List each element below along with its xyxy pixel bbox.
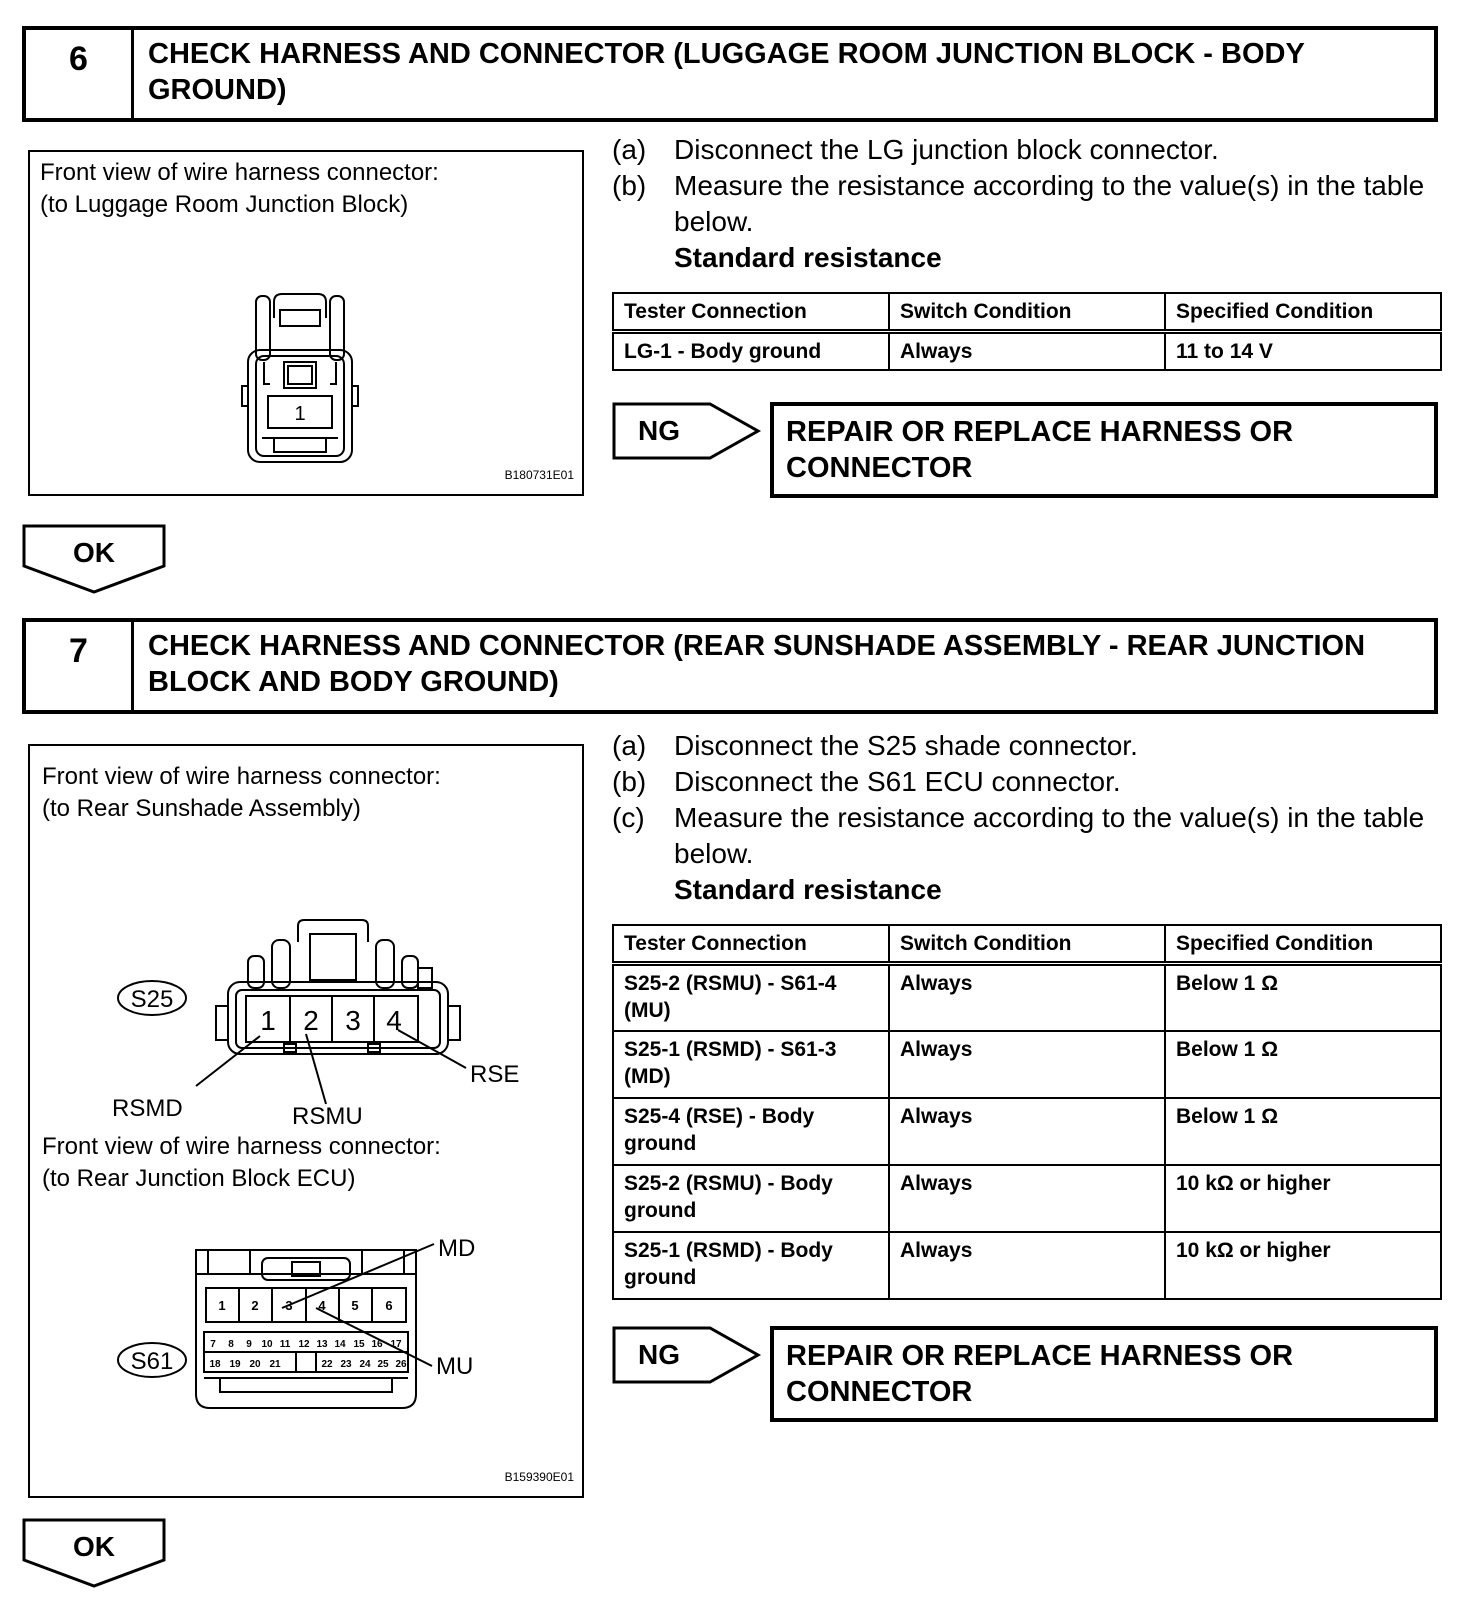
- s61-pin: 17: [390, 1339, 402, 1350]
- s61-label: S61: [130, 1348, 174, 1375]
- header-switch-condition: Switch Condition: [889, 293, 1165, 332]
- header-specified-condition: Specified Condition: [1165, 293, 1441, 332]
- step-6-instructions: [612, 132, 1432, 276]
- step-number: 7: [26, 622, 134, 710]
- rse-label: RSE: [470, 1061, 520, 1088]
- s61-pin: 20: [249, 1359, 261, 1370]
- s61-connector-drawing: [70, 1238, 540, 1414]
- instruction-b: (b) Measure the resistance according to the value(s) in the table below.: [612, 170, 1425, 237]
- ng-label: NG: [638, 415, 680, 446]
- cell-tester: S25-4 (RSE) - Body ground: [613, 1098, 889, 1165]
- cell-specified: 10 kΩ or higher: [1165, 1232, 1441, 1299]
- table-row: [613, 964, 1441, 1031]
- table-row: [613, 1031, 1441, 1098]
- table-row: [613, 332, 1441, 371]
- step-title: CHECK HARNESS AND CONNECTOR (LUGGAGE ROOM JUNCTION BLOCK - BODY GROUND): [148, 38, 1305, 106]
- s61-pin: 7: [210, 1339, 216, 1350]
- cell-tester: S25-2 (RSMU) - Body ground: [613, 1165, 889, 1232]
- figure-caption-line2: (to Luggage Room Junction Block): [40, 191, 409, 218]
- figure-caption-line1: Front view of wire harness connector:: [40, 159, 439, 186]
- table-row: [613, 1165, 1441, 1232]
- rsmd-label: RSMD: [112, 1095, 183, 1122]
- s61-pin: 9: [246, 1339, 252, 1350]
- header-tester-connection: Tester Connection: [613, 293, 889, 332]
- cell-tester: S25-1 (RSMD) - S61-3 (MD): [613, 1031, 889, 1098]
- table-row: [613, 1098, 1441, 1165]
- ng-arrow-6: [612, 402, 762, 460]
- ok-arrow-6: [22, 524, 168, 596]
- ok-label: OK: [73, 1531, 115, 1562]
- cell-specified: Below 1 Ω: [1165, 1031, 1441, 1098]
- cell-tester: S25-1 (RSMD) - Body ground: [613, 1232, 889, 1299]
- ng-label: NG: [638, 1339, 680, 1370]
- step-number: 6: [26, 30, 134, 118]
- cell-switch: Always: [889, 964, 1165, 1031]
- table-row: [613, 1232, 1441, 1299]
- mu-label: MU: [436, 1353, 474, 1380]
- s61-pin: 2: [251, 1298, 259, 1313]
- lg-pin-1: 1: [294, 403, 306, 425]
- s61-pin: 21: [269, 1359, 281, 1370]
- cell-specified: Below 1 Ω: [1165, 964, 1441, 1031]
- step-7-spec-table: [612, 924, 1442, 1300]
- step-6-header: [22, 26, 1438, 122]
- s61-pin: 22: [321, 1359, 333, 1370]
- md-label: MD: [438, 1238, 476, 1262]
- s61-pin: 10: [261, 1339, 273, 1350]
- step-7-instructions: [612, 728, 1432, 908]
- cell-switch: Always: [889, 1098, 1165, 1165]
- s25-pin-1: 1: [260, 1005, 276, 1036]
- s61-pin: 13: [316, 1339, 328, 1350]
- s61-bottom-pins: [209, 1359, 407, 1370]
- figure-code: B159390E01: [504, 1470, 574, 1484]
- s61-mid-pins: [210, 1339, 402, 1350]
- s61-pin: 1: [218, 1298, 226, 1313]
- cell-specified: 10 kΩ or higher: [1165, 1165, 1441, 1232]
- cell-specified: Below 1 Ω: [1165, 1098, 1441, 1165]
- figure-caption1-line1: Front view of wire harness connector:: [42, 763, 441, 790]
- repair-box-7: REPAIR OR REPLACE HARNESS OR CONNECTOR: [770, 1326, 1438, 1422]
- s61-pin: 26: [395, 1359, 407, 1370]
- header-tester-connection: Tester Connection: [613, 925, 889, 964]
- s61-pin: 11: [279, 1339, 291, 1350]
- instruction-b: (b) Disconnect the S61 ECU connector.: [612, 766, 1121, 797]
- s61-pin: 18: [209, 1359, 221, 1370]
- s61-pin: 23: [340, 1359, 352, 1370]
- step-6-spec-table: [612, 292, 1442, 371]
- s25-pin-2: 2: [303, 1005, 319, 1036]
- cell-switch: Always: [889, 1165, 1165, 1232]
- s61-pin: 19: [229, 1359, 241, 1370]
- s61-pin: 16: [371, 1339, 383, 1350]
- repair-box-6: REPAIR OR REPLACE HARNESS OR CONNECTOR: [770, 402, 1438, 498]
- s61-pin: 5: [351, 1298, 359, 1313]
- cell-switch: Always: [889, 1031, 1165, 1098]
- instruction-a: (a) Disconnect the S25 shade connector.: [612, 730, 1138, 761]
- cell-switch: Always: [889, 332, 1165, 371]
- figure-caption2-line1: Front view of wire harness connector:: [42, 1133, 441, 1160]
- standard-label: Standard resistance: [674, 874, 942, 905]
- s25-pin-3: 3: [345, 1005, 361, 1036]
- s25-connector-drawing: [70, 916, 540, 1126]
- s61-pin: 3: [285, 1298, 293, 1313]
- step-title: CHECK HARNESS AND CONNECTOR (REAR SUNSHADE ASSEMBLY - REAR JUNCTION BLOCK AND BODY GROUND): [148, 630, 1366, 698]
- figure-code: B180731E01: [504, 468, 574, 482]
- ok-arrow-7: [22, 1518, 168, 1590]
- cell-tester: LG-1 - Body ground: [613, 332, 889, 371]
- lg-connector-drawing: [230, 292, 370, 472]
- s25-pin-4: 4: [386, 1005, 402, 1036]
- cell-specified: 11 to 14 V: [1165, 332, 1441, 371]
- s61-pin: 8: [228, 1339, 234, 1350]
- standard-label: Standard resistance: [674, 242, 942, 273]
- s61-pin: 15: [353, 1339, 365, 1350]
- s61-pin: 24: [359, 1359, 371, 1370]
- header-specified-condition: Specified Condition: [1165, 925, 1441, 964]
- figure-caption2-line2: (to Rear Junction Block ECU): [42, 1165, 356, 1192]
- ok-label: OK: [73, 537, 115, 568]
- table-header-row: [613, 925, 1441, 964]
- cell-tester: S25-2 (RSMU) - S61-4 (MU): [613, 964, 889, 1031]
- s61-pin: 6: [385, 1298, 393, 1313]
- s61-pin: 12: [298, 1339, 310, 1350]
- step-7-figure: [28, 744, 584, 1498]
- instruction-a: (a) Disconnect the LG junction block connector.: [612, 134, 1219, 165]
- s61-pin: 4: [318, 1298, 326, 1313]
- table-header-row: [613, 293, 1441, 332]
- s61-pin: 14: [334, 1339, 346, 1350]
- instruction-c: (c) Measure the resistance according to the value(s) in the table below.: [612, 802, 1425, 869]
- rsmu-label: RSMU: [292, 1103, 363, 1126]
- step-7-header: [22, 618, 1438, 714]
- figure-caption1-line2: (to Rear Sunshade Assembly): [42, 795, 361, 822]
- ng-arrow-7: [612, 1326, 762, 1384]
- cell-switch: Always: [889, 1232, 1165, 1299]
- step-6-figure: [28, 150, 584, 496]
- s61-pin: 25: [377, 1359, 389, 1370]
- s25-label: S25: [130, 986, 174, 1013]
- header-switch-condition: Switch Condition: [889, 925, 1165, 964]
